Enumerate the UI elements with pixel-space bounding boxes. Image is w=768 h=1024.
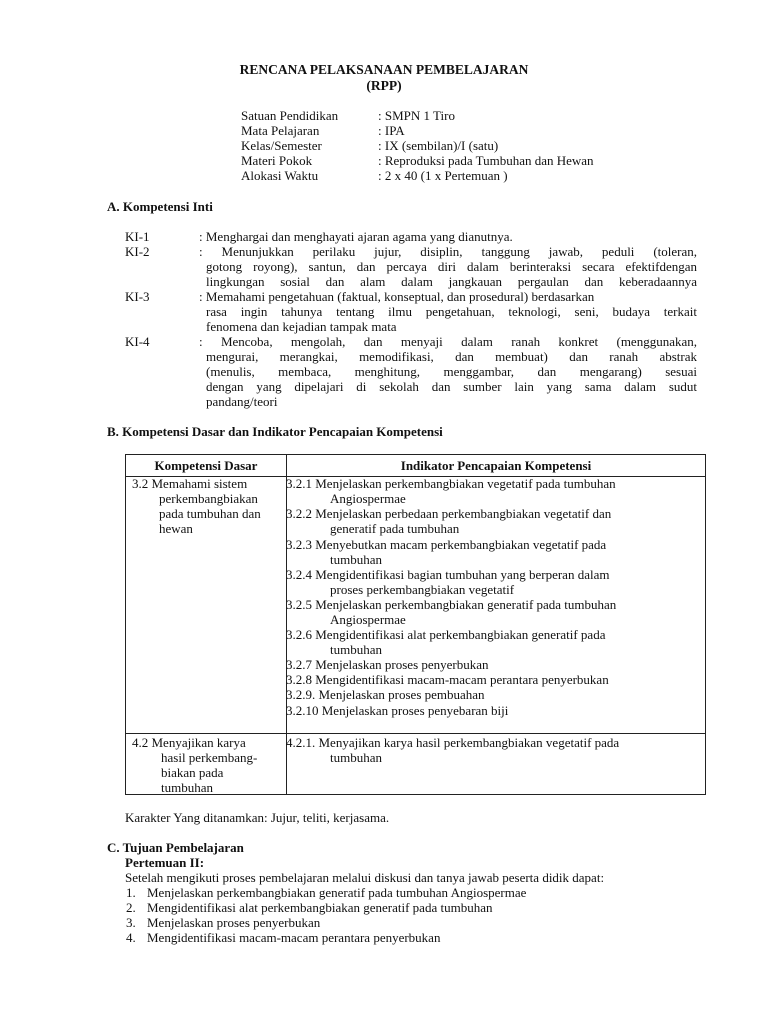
- meta-value: : IX (sembilan)/I (satu): [378, 138, 499, 153]
- competency-table: [125, 454, 706, 795]
- indicator-text: Angiospermae: [330, 612, 406, 627]
- meta-value: : IPA: [378, 123, 405, 138]
- section-c-heading: C. Tujuan Pembelajaran: [107, 840, 244, 855]
- ki-text: (menulis, membaca, menghitung, menggambar, dan mengarang) sesuai: [206, 364, 697, 379]
- indicator-text: 3.2.9. Menjelaskan proses pembuahan: [286, 687, 485, 702]
- karakter-line: Karakter Yang ditanamkan: Jujur, teliti, kerjasama.: [125, 810, 390, 825]
- list-number: 4.: [126, 930, 136, 945]
- ki-text: dengan yang dipelajari di sekolah dan sumber lain yang sama dalam sudut: [206, 379, 697, 394]
- meta-value: : 2 x 40 (1 x Pertemuan ): [378, 168, 508, 183]
- meta-key: Mata Pelajaran: [241, 123, 320, 138]
- table-header-indikator: Indikator Pencapaian Kompetensi: [400, 458, 592, 473]
- doc-title: RENCANA PELAKSANAAN PEMBELAJARAN: [239, 62, 529, 77]
- indicator-text: 3.2.6 Mengidentifikasi alat perkembangbiakan generatif pada: [286, 627, 606, 642]
- indicator-text: 3.2.2 Menjelaskan perbedaan perkembangbiakan vegetatif dan: [286, 506, 612, 521]
- indicator-text: generatif pada tumbuhan: [330, 521, 460, 536]
- indicator-text: 3.2.10 Menjelaskan proses penyebaran biji: [286, 703, 509, 718]
- table-divider: [126, 733, 705, 734]
- ki-text: pandang/teori: [206, 394, 278, 409]
- list-item: Menjelaskan proses penyerbukan: [147, 915, 321, 930]
- list-item: Mengidentifikasi alat perkembangbiakan generatif pada tumbuhan: [147, 900, 493, 915]
- objectives-intro: Setelah mengikuti proses pembelajaran melalui diskusi dan tanya jawab peserta didik dapat:: [125, 870, 605, 885]
- indicator-text: proses perkembangbiakan vegetatif: [330, 582, 515, 597]
- meta-value: : SMPN 1 Tiro: [378, 108, 455, 123]
- kd-text: tumbuhan: [161, 780, 213, 795]
- kd-text: 3.2 Memahami sistem: [132, 476, 248, 491]
- list-item: Menjelaskan perkembangbiakan generatif pada tumbuhan Angiospermae: [147, 885, 527, 900]
- indicator-text: 3.2.7 Menjelaskan proses penyerbukan: [286, 657, 489, 672]
- ki-text: fenomena dan kejadian tampak mata: [206, 319, 397, 334]
- doc-subtitle: (RPP): [366, 78, 402, 93]
- ki-text: : Menunjukkan perilaku jujur, disiplin, tanggung jawab, peduli (toleran,: [199, 244, 697, 259]
- ki-text: rasa ingin tahunya tentang ilmu pengetahuan, teknologi, seni, budaya terkait: [206, 304, 697, 319]
- indicator-text: 3.2.8 Mengidentifikasi macam-macam perantara penyerbukan: [286, 672, 609, 687]
- table-header-kd: Kompetensi Dasar: [154, 458, 258, 473]
- meta-key: Alokasi Waktu: [241, 168, 319, 183]
- ki-text: mengurai, merangkai, memodifikasi, dan membuat) dan ranah abstrak: [206, 349, 697, 364]
- indicator-text: Angiospermae: [330, 491, 406, 506]
- section-a-heading: A. Kompetensi Inti: [107, 199, 213, 214]
- list-number: 3.: [126, 915, 136, 930]
- meeting-subheading: Pertemuan II:: [125, 855, 205, 870]
- ki-code: KI-4: [125, 334, 150, 349]
- kd-text: hewan: [159, 521, 193, 536]
- ki-text: lingkungan sosial dan alam dalam jangkauan pergaulan dan keberadaannya: [206, 274, 697, 289]
- ki-text: gotong royong), santun, dan percaya diri dalam berinteraksi secara efektifdengan: [206, 259, 697, 274]
- list-item: Mengidentifikasi macam-macam perantara penyerbukan: [147, 930, 441, 945]
- kd-text: hasil perkembang-: [161, 750, 258, 765]
- indicator-text: 3.2.5 Menjelaskan perkembangbiakan generatif pada tumbuhan: [286, 597, 617, 612]
- section-b-heading: B. Kompetensi Dasar dan Indikator Pencapaian Kompetensi: [107, 424, 443, 439]
- ki-code: KI-1: [125, 229, 150, 244]
- indicator-text: tumbuhan: [330, 552, 382, 567]
- meta-key: Kelas/Semester: [241, 138, 322, 153]
- indicator-text: tumbuhan: [330, 642, 382, 657]
- indicator-text: 4.2.1. Menyajikan karya hasil perkembangbiakan vegetatif pada: [286, 735, 620, 750]
- ki-text: : Mencoba, mengolah, dan menyaji dalam ranah konkret (menggunakan,: [199, 334, 697, 349]
- meta-value: : Reproduksi pada Tumbuhan dan Hewan: [378, 153, 594, 168]
- indicator-text: 3.2.3 Menyebutkan macam perkembangbiakan vegetatif pada: [286, 537, 607, 552]
- ki-text: : Memahami pengetahuan (faktual, konseptual, dan prosedural) berdasarkan: [199, 289, 595, 304]
- ki-text: : Menghargai dan menghayati ajaran agama yang dianutnya.: [199, 229, 513, 244]
- kd-text: perkembangbiakan: [159, 491, 258, 506]
- ki-code: KI-2: [125, 244, 150, 259]
- kd-text: pada tumbuhan dan: [159, 506, 261, 521]
- list-number: 1.: [126, 885, 136, 900]
- indicator-text: tumbuhan: [330, 750, 382, 765]
- indicator-text: 3.2.4 Mengidentifikasi bagian tumbuhan yang berperan dalam: [286, 567, 610, 582]
- list-number: 2.: [126, 900, 136, 915]
- indicator-text: 3.2.1 Menjelaskan perkembangbiakan vegetatif pada tumbuhan: [286, 476, 616, 491]
- kd-text: 4.2 Menyajikan karya: [132, 735, 246, 750]
- ki-code: KI-3: [125, 289, 150, 304]
- meta-key: Satuan Pendidikan: [241, 108, 339, 123]
- meta-key: Materi Pokok: [241, 153, 313, 168]
- kd-text: biakan pada: [161, 765, 224, 780]
